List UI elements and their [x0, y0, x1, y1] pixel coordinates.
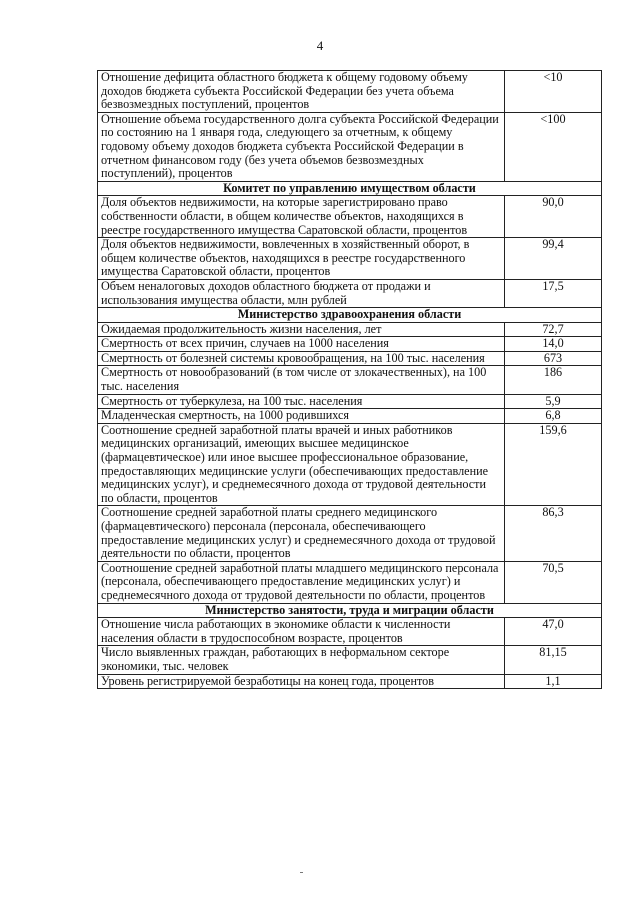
section-header-row — [98, 181, 602, 196]
indicator-label: Отношение дефицита областного бюджета к общему годовому объему доходов бюджета субъекта Российской Федерации без учета объема безвозмездных поступлений, процентов — [98, 71, 505, 113]
section-header-row — [98, 603, 602, 618]
table-row — [98, 618, 602, 646]
table-row — [98, 423, 602, 506]
table-row — [98, 366, 602, 394]
indicator-label: Соотношение средней заработной платы среднего медицинского (фармацевтического) персонала (персонала, обеспечивающего предоставление медицинских услуг) и среднемесячного дохода от трудовой деятельности по области, процентов — [98, 506, 505, 561]
table-row — [98, 409, 602, 424]
table-row — [98, 561, 602, 603]
indicator-label: Соотношение средней заработной платы младшего медицинского персонала (персонала, обеспечивающего предоставление медицинских услуг) и среднемесячного дохода от трудовой деятельности по области, процентов — [98, 561, 505, 603]
indicator-label: Отношение числа работающих в экономике области к численности населения области в трудоспособном возрасте, процентов — [98, 618, 505, 646]
indicator-value: 17,5 — [505, 279, 602, 307]
indicators-table-body — [98, 71, 602, 689]
table-row — [98, 71, 602, 113]
indicator-value: 673 — [505, 351, 602, 366]
section-title: Комитет по управлению имуществом области — [98, 181, 602, 196]
table-row — [98, 337, 602, 352]
indicators-table — [97, 70, 602, 689]
section-title: Министерство здравоохранения области — [98, 308, 602, 323]
indicator-value: 1,1 — [505, 674, 602, 689]
indicator-label: Отношение объема государственного долга субъекта Российской Федерации по состоянию на 1 января года, следующего за отчетным, к общему годовому объему доходов бюджета субъекта Российской Федерации в отчетном финансовом году (без учета объемов безвозмездных поступлений), процентов — [98, 112, 505, 181]
table-row — [98, 196, 602, 238]
indicator-label: Смертность от болезней системы кровообращения, на 100 тыс. населения — [98, 351, 505, 366]
table-row — [98, 351, 602, 366]
table-row — [98, 322, 602, 337]
table-row — [98, 646, 602, 674]
section-title: Министерство занятости, труда и миграции области — [98, 603, 602, 618]
table-row — [98, 238, 602, 280]
indicator-value: 47,0 — [505, 618, 602, 646]
indicator-label: Младенческая смертность, на 1000 родившихся — [98, 409, 505, 424]
indicator-value: 90,0 — [505, 196, 602, 238]
indicator-label: Смертность от новообразований (в том числе от злокачественных), на 100 тыс. населения — [98, 366, 505, 394]
indicator-label: Уровень регистрируемой безработицы на конец года, процентов — [98, 674, 505, 689]
table-row — [98, 506, 602, 561]
indicator-value: 5,9 — [505, 394, 602, 409]
indicator-value: 186 — [505, 366, 602, 394]
scan-artifact — [300, 872, 303, 873]
indicator-label: Доля объектов недвижимости, вовлеченных в хозяйственный оборот, в общем количестве объектов, находящихся в реестре государственного имущества Саратовской области, процентов — [98, 238, 505, 280]
indicator-value: 70,5 — [505, 561, 602, 603]
table-row — [98, 279, 602, 307]
table-row — [98, 674, 602, 689]
indicator-value: <100 — [505, 112, 602, 181]
indicator-label: Объем неналоговых доходов областного бюджета от продажи и использования имущества области, млн рублей — [98, 279, 505, 307]
indicator-value: 99,4 — [505, 238, 602, 280]
page-number: 4 — [316, 38, 324, 53]
indicator-value: 81,15 — [505, 646, 602, 674]
indicator-value: 6,8 — [505, 409, 602, 424]
section-header-row — [98, 308, 602, 323]
indicator-label: Доля объектов недвижимости, на которые зарегистрировано право собственности области, в общем количестве объектов, находящихся в реестре государственного имущества Саратовской области, процентов — [98, 196, 505, 238]
table-row — [98, 394, 602, 409]
indicator-value: 159,6 — [505, 423, 602, 506]
indicator-label: Смертность от всех причин, случаев на 1000 населения — [98, 337, 505, 352]
indicator-label: Соотношение средней заработной платы врачей и иных работников медицинских организаций, имеющих высшее медицинское (фармацевтическое) или иное высшее профессиональное образование, предоставляющих медицинские услуги (обеспечивающих предоставление медицинских услуг), и среднемесячного дохода от трудовой деятельности по области, процентов — [98, 423, 505, 506]
indicator-value: 14,0 — [505, 337, 602, 352]
indicator-value: 72,7 — [505, 322, 602, 337]
table-row — [98, 112, 602, 181]
indicator-label: Смертность от туберкулеза, на 100 тыс. населения — [98, 394, 505, 409]
indicator-value: <10 — [505, 71, 602, 113]
indicator-label: Число выявленных граждан, работающих в неформальном секторе экономики, тыс. человек — [98, 646, 505, 674]
indicator-value: 86,3 — [505, 506, 602, 561]
indicator-label: Ожидаемая продолжительность жизни населения, лет — [98, 322, 505, 337]
